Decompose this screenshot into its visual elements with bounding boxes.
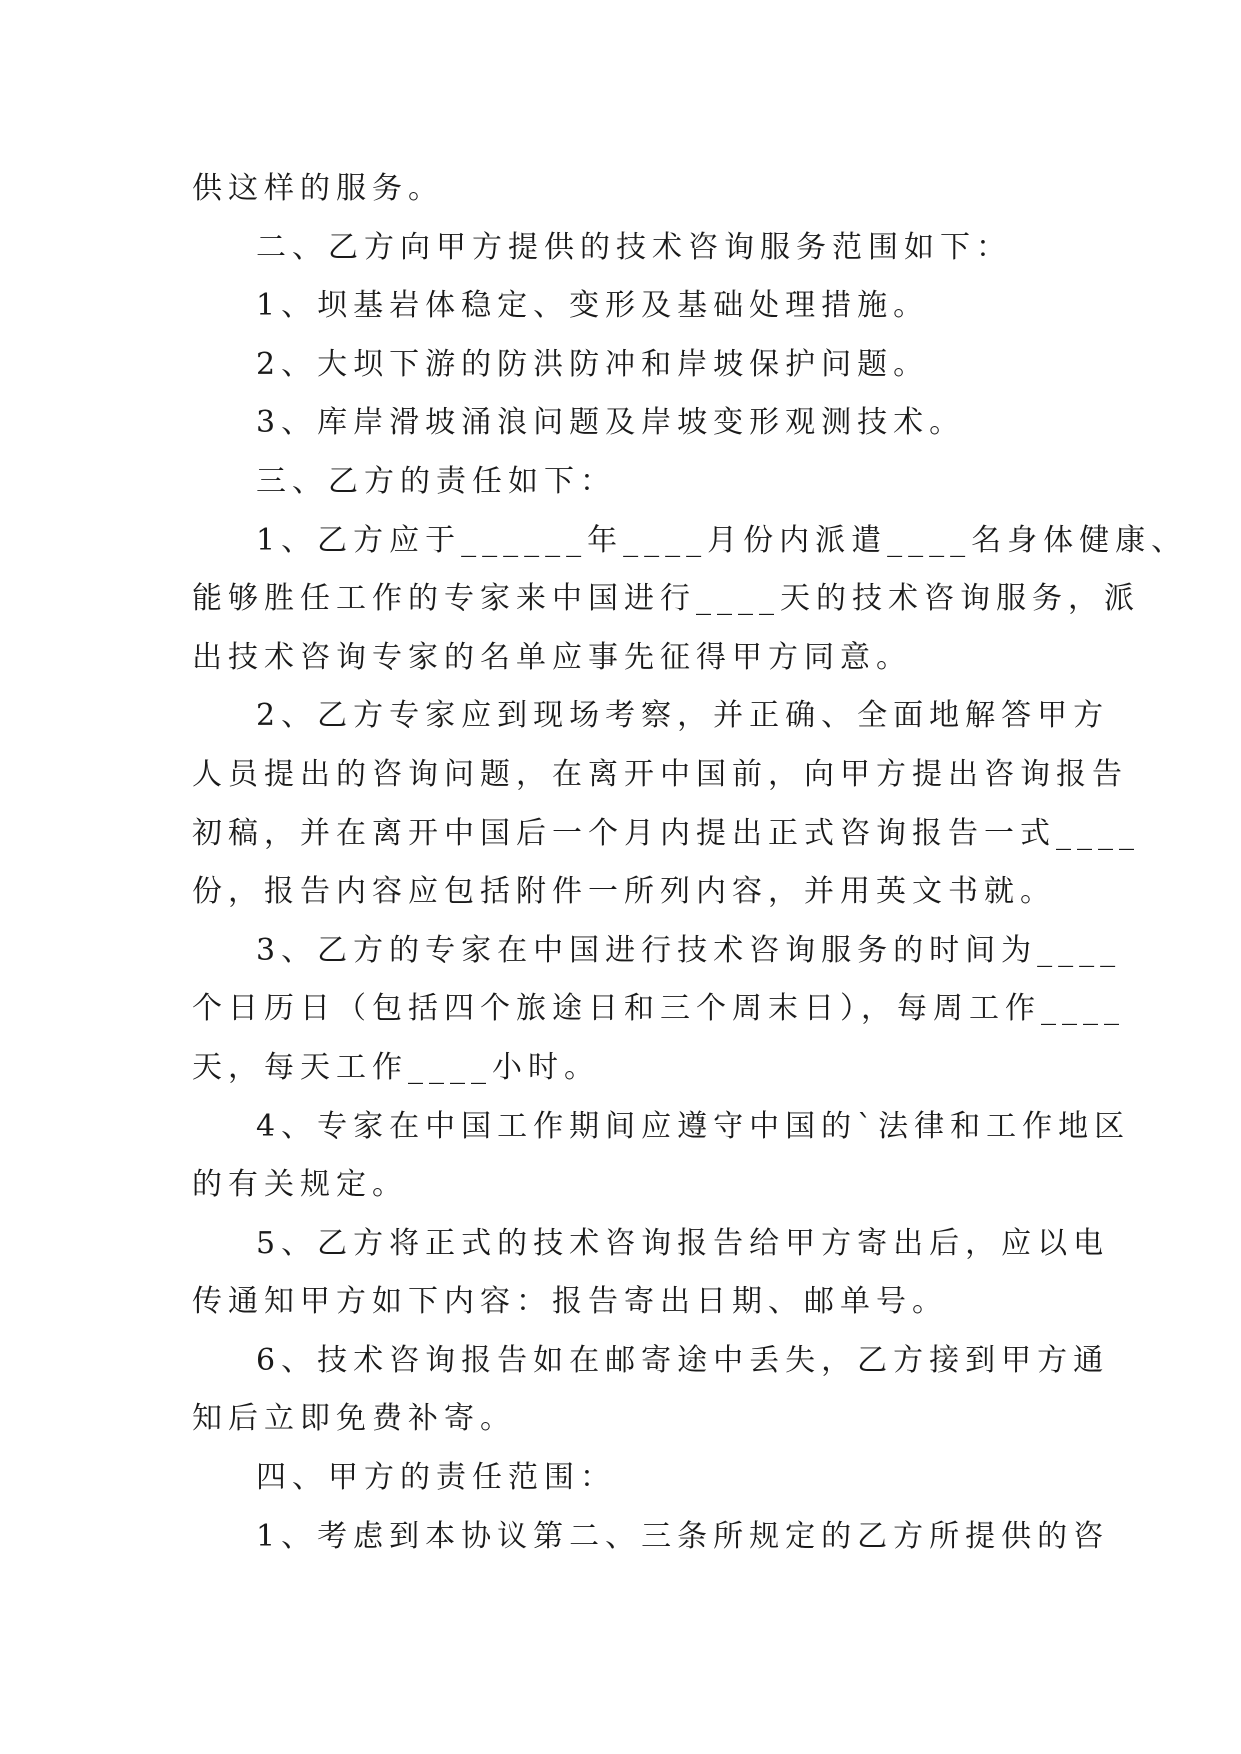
- text-line: 人员提出的咨询问题，在离开中国前，向甲方提出咨询报告: [192, 756, 1128, 792]
- text-line: 1、考虑到本协议第二、三条所规定的乙方所提供的咨: [256, 1518, 1110, 1554]
- text-line: 初稿，并在离开中国后一个月内提出正式咨询报告一式____: [192, 815, 1140, 851]
- text-line: 4、专家在中国工作期间应遵守中国的`法律和工作地区: [256, 1108, 1131, 1144]
- text-line: 天，每天工作____小时。: [192, 1049, 600, 1085]
- text-line: 1、乙方应于______年____月份内派遣____名身体健康、: [256, 522, 1188, 558]
- text-line: 2、乙方专家应到现场考察，并正确、全面地解答甲方: [256, 698, 1110, 734]
- text-line: 3、乙方的专家在中国进行技术咨询服务的时间为____: [256, 932, 1122, 968]
- section-heading-party-b-duties: 三、乙方的责任如下：: [256, 463, 616, 499]
- text-line: 知后立即免费补寄。: [192, 1401, 516, 1437]
- text-line: 个日历日（包括四个旅途日和三个周末日），每周工作____: [192, 991, 1125, 1027]
- text-line: 2、大坝下游的防洪防冲和岸坡保护问题。: [256, 346, 930, 382]
- text-line: 1、坝基岩体稳定、变形及基础处理措施。: [256, 288, 930, 324]
- text-line: 3、库岸滑坡涌浪问题及岸坡变形观测技术。: [256, 405, 966, 441]
- text-line: 5、乙方将正式的技术咨询报告给甲方寄出后，应以电: [256, 1225, 1110, 1261]
- text-line: 传通知甲方如下内容：报告寄出日期、邮单号。: [192, 1284, 948, 1320]
- text-line: 供这样的服务。: [192, 171, 444, 206]
- text-line: 的有关规定。: [192, 1167, 408, 1203]
- text-line: 份，报告内容应包括附件一所列内容，并用英文书就。: [192, 874, 1056, 910]
- text-line: 出技术咨询专家的名单应事先征得甲方同意。: [192, 639, 912, 675]
- text-line: 6、技术咨询报告如在邮寄途中丢失，乙方接到甲方通: [256, 1342, 1110, 1378]
- document-body: [192, 160, 1188, 1566]
- section-heading-party-a-duties: 四、甲方的责任范围：: [256, 1460, 616, 1496]
- text-line: 能够胜任工作的专家来中国进行____天的技术咨询服务，派: [192, 581, 1140, 617]
- section-heading-scope: 二、乙方向甲方提供的技术咨询服务范围如下：: [256, 229, 1012, 265]
